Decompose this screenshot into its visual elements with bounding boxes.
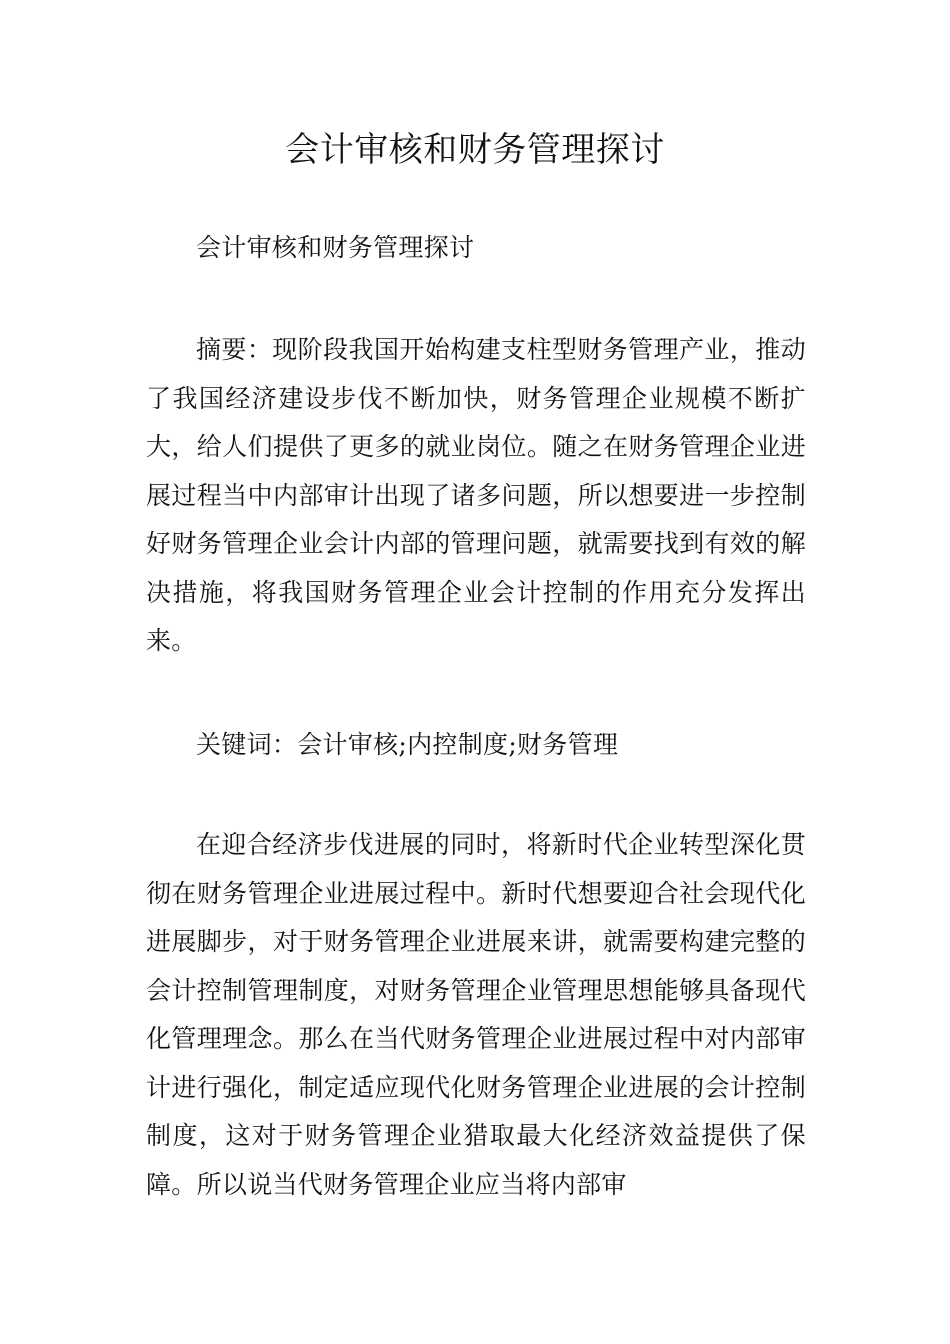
body-paragraph: 在迎合经济步伐进展的同时，将新时代企业转型深化贯彻在财务管理企业进展过程中。新时代想要迎合社会现代化进展脚步，对于财务管理企业进展来讲，就需要构建完整的会计控制管理制度，对财务管理企业管理思想能够具备现代化管理理念。那么在当代财务管理企业进展过程中对内部审计进行强化，制定适应现代化财务管理企业进展的会计控制制度，这对于财务管理企业猎取最大化经济效益提供了保障。所以说当代财务管理企业应当将内部审 bbox=[146, 830, 806, 1199]
abstract-paragraph: 摘要：现阶段我国开始构建支柱型财务管理产业，推动了我国经济建设步伐不断加快，财务管理企业规模不断扩大，给人们提供了更多的就业岗位。随之在财务管理企业进展过程当中内部审计出现了诸多问题，所以想要进一步控制好财务管理企业会计内部的管理问题，就需要找到有效的解决措施，将我国财务管理企业会计控制的作用充分发挥出来。 bbox=[146, 335, 806, 655]
document-title: 会计审核和财务管理探讨 bbox=[285, 130, 665, 170]
document-subtitle: 会计审核和财务管理探讨 bbox=[196, 233, 475, 262]
keywords-line: 关键词：会计审核;内控制度;财务管理 bbox=[196, 730, 619, 759]
